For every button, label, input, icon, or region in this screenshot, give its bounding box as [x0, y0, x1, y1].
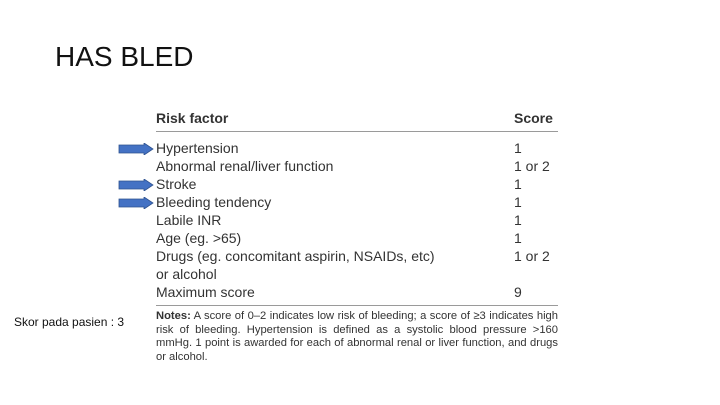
table-row — [156, 175, 558, 193]
risk-factor-cell: Labile INR — [156, 212, 222, 228]
score-cell — [514, 265, 558, 283]
table-row — [156, 265, 558, 283]
table-row — [156, 283, 558, 301]
header-score: Score — [514, 110, 553, 126]
risk-factor-cell: or alcohol — [156, 266, 217, 282]
risk-factor-cell: Age (eg. >65) — [156, 230, 242, 246]
risk-factor-cell: Stroke — [156, 176, 197, 192]
score-cell: 9 — [514, 284, 522, 300]
table-notes — [156, 306, 558, 364]
notes-text: A score of 0–2 indicates low risk of bleeding; a score of ≥3 indicates high risk of bleeding. Hypertension is defined as a systolic blood pressure >160 mmHg. 1 point is awarded for each of abnormal renal or liver function, and drugs or alcohol. — [156, 310, 559, 363]
header-risk-factor: Risk factor — [156, 110, 229, 126]
score-cell: 1 — [514, 140, 522, 156]
score-cell: 1 — [514, 212, 522, 228]
right-arrow-icon — [118, 179, 154, 191]
table-header — [156, 108, 558, 132]
table-row — [156, 211, 558, 229]
table-row — [156, 229, 558, 247]
risk-factor-cell: Drugs (eg. concomitant aspirin, NSAIDs, etc) — [156, 248, 435, 264]
score-cell: 1 or 2 — [514, 248, 550, 264]
table-body — [156, 132, 558, 301]
has-bled-table — [156, 108, 558, 364]
notes-label: Notes: — [156, 310, 191, 322]
risk-factor-cell: Maximum score — [156, 284, 255, 300]
score-cell: 1 — [514, 176, 522, 192]
patient-score-note: Skor pada pasien : 3 — [14, 315, 125, 329]
score-cell: 1 — [514, 194, 522, 210]
slide-title: HAS BLED — [55, 41, 194, 72]
table-row — [156, 193, 558, 211]
table-row — [156, 157, 558, 175]
right-arrow-icon — [118, 197, 154, 209]
risk-factor-cell: Bleeding tendency — [156, 194, 272, 210]
risk-factor-cell: Hypertension — [156, 140, 239, 156]
right-arrow-icon — [118, 143, 154, 155]
risk-factor-cell: Abnormal renal/liver function — [156, 158, 334, 174]
score-cell: 1 — [514, 230, 522, 246]
score-cell: 1 or 2 — [514, 158, 550, 174]
table-row — [156, 247, 558, 265]
table-row — [156, 139, 558, 157]
